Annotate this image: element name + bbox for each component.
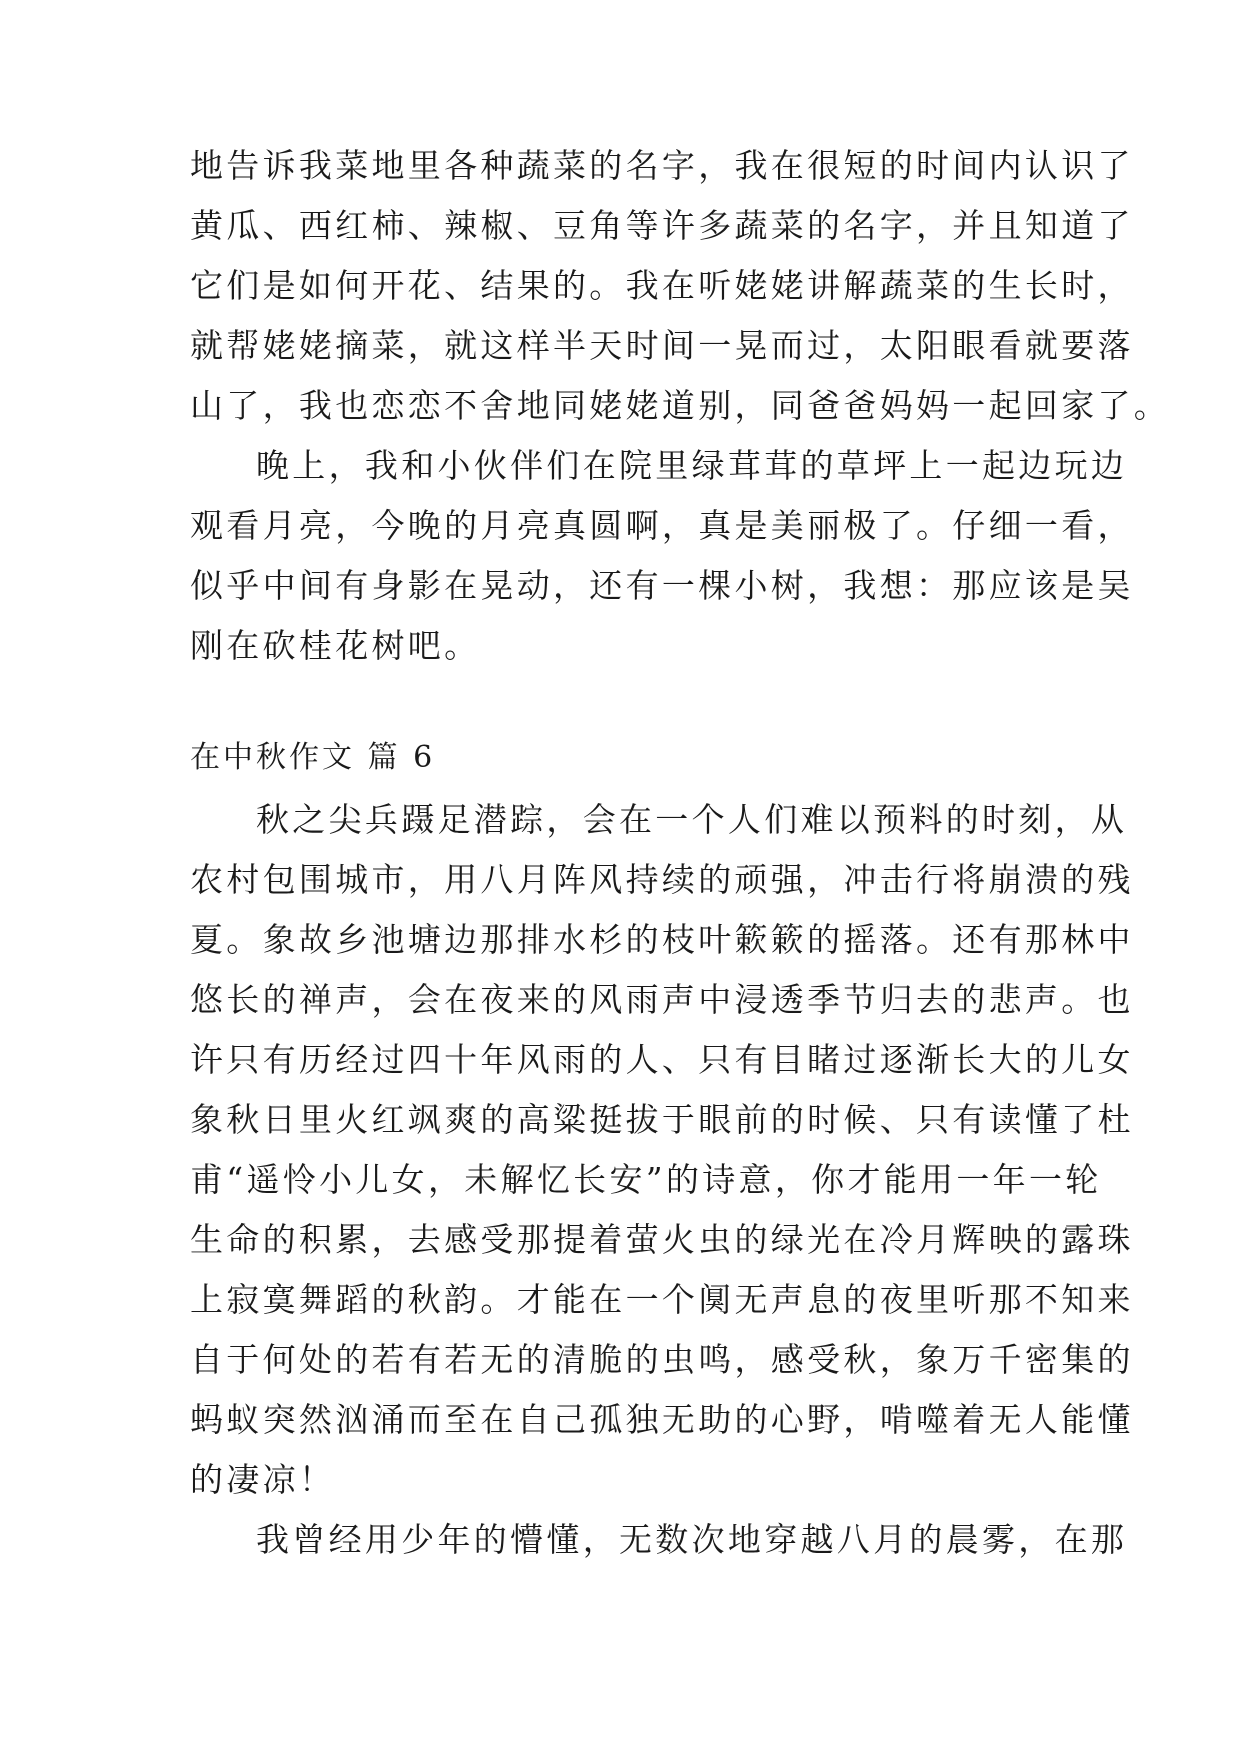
paragraph-line: 刚在砍桂花树吧。 — [190, 626, 481, 665]
paragraph-line: 山了，我也恋恋不舍地同姥姥道别，同爸爸妈妈一起回家了。 — [190, 386, 1171, 425]
paragraph-line: 秋之尖兵蹑足潜踪，会在一个人们难以预料的时刻，从 — [256, 800, 1128, 839]
paragraph-line: 就帮姥姥摘菜，就这样半天时间一晃而过，太阳眼看就要落 — [190, 326, 1134, 365]
paragraph-line: 上寂寞舞蹈的秋韵。才能在一个阒无声息的夜里听那不知来 — [190, 1280, 1134, 1319]
paragraph-line: 甫“遥怜小儿女，未解忆长安”的诗意，你才能用一年一轮 — [190, 1160, 1102, 1199]
paragraph-line: 黄瓜、西红柿、辣椒、豆角等许多蔬菜的名字，并且知道了 — [190, 206, 1134, 245]
paragraph-line: 许只有历经过四十年风雨的人、只有目睹过逐渐长大的儿女 — [190, 1040, 1134, 1079]
paragraph-line: 农村包围城市，用八月阵风持续的顽强，冲击行将崩溃的残 — [190, 860, 1134, 899]
paragraph-line: 它们是如何开花、结果的。我在听姥姥讲解蔬菜的生长时， — [190, 266, 1134, 305]
paragraph-line: 蚂蚁突然汹涌而至在自己孤独无助的心野，啃噬着无人能懂 — [190, 1400, 1134, 1439]
paragraph-line: 悠长的禅声，会在夜来的风雨声中浸透季节归去的悲声。也 — [190, 980, 1134, 1019]
paragraph-line: 象秋日里火红飒爽的高粱挺拔于眼前的时候、只有读懂了杜 — [190, 1100, 1134, 1139]
paragraph-line: 观看月亮，今晚的月亮真圆啊，真是美丽极了。仔细一看， — [190, 506, 1134, 545]
paragraph-line: 晚上，我和小伙伴们在院里绿茸茸的草坪上一起边玩边 — [256, 446, 1128, 485]
section-title: 在中秋作文 篇 6 — [190, 740, 436, 775]
paragraph-line: 生命的积累，去感受那提着萤火虫的绿光在冷月辉映的露珠 — [190, 1220, 1134, 1259]
paragraph-line: 夏。象故乡池塘边那排水杉的枝叶簌簌的摇落。还有那林中 — [190, 920, 1134, 959]
paragraph-line: 我曾经用少年的懵懂，无数次地穿越八月的晨雾，在那 — [256, 1520, 1128, 1559]
paragraph-line: 自于何处的若有若无的清脆的虫鸣，感受秋，象万千密集的 — [190, 1340, 1134, 1379]
paragraph-line: 的凄凉！ — [190, 1460, 336, 1499]
paragraph-line: 地告诉我菜地里各种蔬菜的名字，我在很短的时间内认识了 — [190, 146, 1134, 185]
paragraph-line: 似乎中间有身影在晃动，还有一棵小树，我想：那应该是吴 — [190, 566, 1134, 605]
